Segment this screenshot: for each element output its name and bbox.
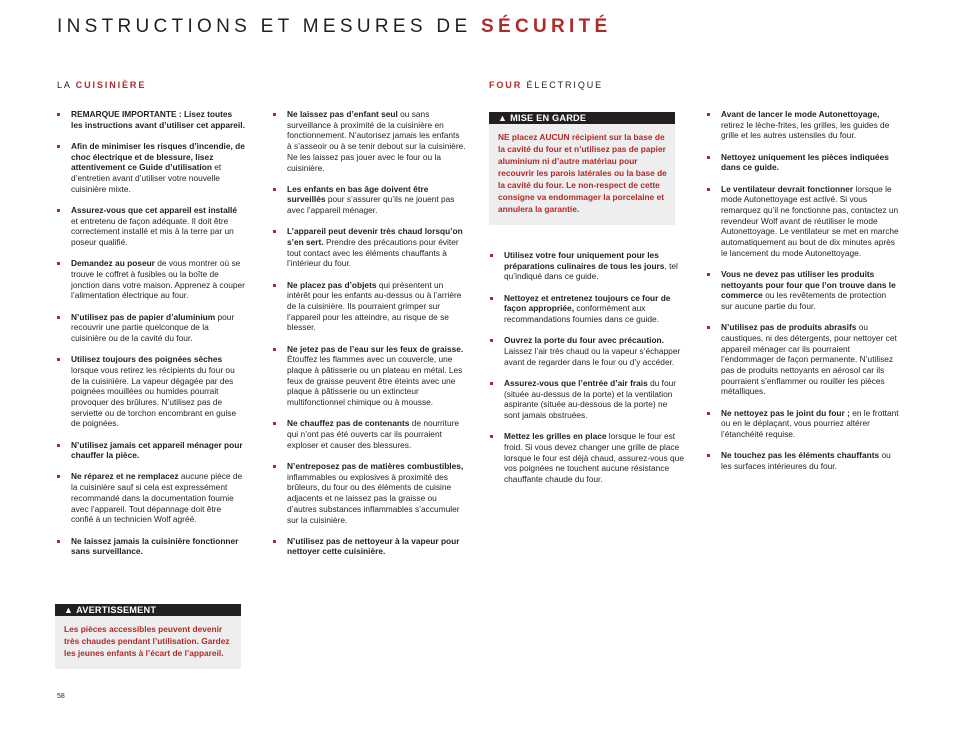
item-bold: Ne laissez jamais la cuisinière fonctionner sans surveillance. (71, 535, 239, 557)
list-item (490, 431, 684, 485)
bullet-icon (707, 156, 710, 159)
item-bold: REMARQUE IMPORTANTE : Lisez toutes les instructions avant d’utiliser cet appareil. (71, 109, 245, 130)
list-item (273, 226, 466, 269)
list-item (707, 109, 900, 141)
item-bold: Demandez au poseur (71, 258, 155, 269)
list-item (57, 141, 245, 195)
list-item (57, 205, 245, 248)
bullet-icon (490, 254, 493, 257)
column-1 (57, 109, 245, 567)
item-bold: Ne nettoyez pas le joint du four ; (721, 407, 850, 418)
list-item (57, 312, 245, 344)
item-text: Laissez l’air très chaud ou la vapeur s’échapper avant de regarder dans le four ou d’y accéder. (504, 345, 681, 367)
list-item (707, 184, 900, 259)
bullet-icon (707, 412, 710, 415)
title-prefix: INSTRUCTIONS ET MESURES DE (57, 16, 472, 37)
bullet-icon (273, 284, 276, 287)
item-bold: Ne réparez et ne remplacez (71, 471, 179, 482)
bullet-icon (273, 188, 276, 191)
list-item (273, 536, 466, 557)
list-item (273, 461, 466, 525)
bullet-icon (57, 444, 60, 447)
item-bold: Utilisez toujours des poignées sèches (71, 354, 223, 365)
warning-title: MISE EN GARDE (510, 113, 587, 123)
section-suffix: ÉLECTRIQUE (526, 80, 604, 90)
safety-list (707, 109, 900, 472)
item-bold: Ne touchez pas les éléments chauffants (721, 450, 880, 461)
bullet-icon (273, 113, 276, 116)
list-item (707, 450, 900, 471)
list-item (490, 250, 684, 282)
item-bold: N’utilisez pas de nettoyeur à la vapeur pour nettoyer cette cuisinière. (287, 535, 460, 557)
bullet-icon (57, 540, 60, 543)
warning-text: NE placez AUCUN récipient sur la base de la cavité du four et n’utilisez pas de papier aluminium ni d’autre matériau pour recouvrir les parois latérales ou la base de la cavité du four. Le non-respect de cette consigne va endommager la porcelaine et annulera la garantie. (498, 132, 667, 214)
list-item (707, 152, 900, 173)
list-item (490, 335, 684, 367)
item-bold: Afin de minimiser les risques d’incendie, de choc électrique et de blessure, lisez attentivement ce Guide d’utilisation (71, 140, 245, 173)
item-text: Prendre des précautions pour éviter tout contact avec les éléments chauffants à l’intérieur du four. (287, 237, 459, 269)
item-bold: Ne laissez pas d’enfant seul (287, 109, 398, 119)
list-item (273, 418, 466, 450)
item-bold: Ne placez pas d’objets (287, 279, 377, 290)
list-item (57, 471, 245, 525)
item-text: de vous montrer où se trouve le coffret à fusibles ou la boîte de jonction dans votre maison. Apprenez à couper l’alimentation électrique au four. (71, 258, 245, 301)
item-bold: Assurez-vous que cet appareil est installé (71, 204, 238, 215)
item-text: ou sans surveillance à proximité de la cuisinière en fonctionnement. N’autorisez jamais les enfants à s’asseoir ou à se tenir debout sur la cuisinière. Ne les laissez pas jouer avec le four ou la cuisinière. (287, 109, 466, 173)
section-accent: CUISINIÈRE (75, 80, 147, 90)
list-item (273, 109, 466, 173)
bullet-icon (273, 465, 276, 468)
item-bold: Ne jetez pas de l’eau sur les feux de graisse. (287, 343, 464, 354)
item-text: pour s’assurer qu’ils ne jouent pas avec l’appareil ménager. (287, 194, 455, 216)
list-item (707, 322, 900, 397)
bullet-icon (707, 326, 710, 329)
item-bold: Assurez-vous que l’entrée d’air frais (504, 377, 648, 388)
list-item (57, 354, 245, 429)
item-text: et d’entretien avant d’utiliser votre nouvelle cuisinière mixte. (71, 162, 222, 194)
item-bold: N’utilisez pas de papier d’aluminium (71, 311, 216, 322)
item-text: en le frottant ou en le déplaçant, vous pourriez altérer l’étanchéité requise. (721, 407, 899, 440)
item-text: lorsque le mode Autonettoyage est activé. Si vous remarquez qu’il ne fonctionne pas, contactez un revendeur Wolf avant de réutiliser le mode Autonettoyage. Le ventilateur se met en marche automatiquement au bout de dix minutes après le lancement du mode Autonettoyage. (721, 183, 899, 258)
section-heading-four (489, 80, 603, 90)
item-bold: Nettoyez uniquement les pièces indiquées dans ce guide. (721, 151, 889, 173)
bullet-icon (57, 475, 60, 478)
list-item (707, 269, 900, 312)
item-text: de nourriture qui n’ont pas été ouverts car ils pourraient exploser et causer des blessures. (287, 418, 460, 450)
warning-box-mise-en-garde (489, 112, 675, 225)
item-text: ou les revêtements de protection sur aucune partie du four. (721, 290, 887, 312)
list-item (490, 378, 684, 421)
list-item (490, 293, 684, 325)
section-accent: FOUR (489, 80, 523, 90)
bullet-icon (273, 540, 276, 543)
item-text: du four (située au-dessus de la porte) et la ventilation aspirante (située au-dessous de la porte) ne sont jamais obstruées. (504, 377, 677, 420)
page-title (57, 16, 612, 38)
list-item (57, 109, 245, 130)
item-bold: N’utilisez pas de produits abrasifs (721, 322, 857, 333)
bullet-icon (490, 297, 493, 300)
item-bold: Utilisez votre four uniquement pour les préparations culinaires de tous les jours (504, 250, 665, 271)
warning-triangle-icon: ▲ (64, 605, 74, 615)
section-heading-cuisiniere (57, 80, 146, 90)
bullet-icon (57, 209, 60, 212)
item-text: ou les surfaces intérieures du four. (721, 450, 891, 471)
warning-header (489, 112, 675, 124)
item-bold: Avant de lancer le mode Autonettoyage, (721, 109, 880, 119)
warning-title: AVERTISSEMENT (76, 605, 157, 615)
item-text: et entretenu de façon adéquate. Il doit être correctement installé et mis à la terre par un poseur qualifié. (71, 215, 234, 248)
item-text: Étouffez les flammes avec un couvercle, une plaque à pâtisserie ou un plateau en métal. Les feux de graisse peuvent être éteints avec une plaque à pâtisserie ou un extincteur multifonctionnel chimique ou à mousse. (287, 354, 463, 408)
warning-triangle-icon: ▲ (498, 113, 508, 123)
list-item (57, 536, 245, 557)
bullet-icon (273, 348, 276, 351)
safety-list (273, 109, 466, 557)
item-bold: Les enfants en bas âge doivent être surveillés (287, 183, 429, 205)
bullet-icon (57, 113, 60, 116)
bullet-icon (57, 358, 60, 361)
item-bold: Mettez les grilles en place (504, 431, 607, 442)
item-text: pour recouvrir une partie quelconque de la cuisinière ou de la cavité du four. (71, 311, 235, 343)
list-item (273, 344, 466, 408)
item-bold: Ouvrez la porte du four avec précaution. (504, 335, 664, 346)
column-2 (273, 109, 466, 568)
bullet-icon (490, 339, 493, 342)
warning-box-avertissement (55, 604, 241, 669)
item-bold: Ne chauffez pas de contenants (287, 418, 410, 429)
bullet-icon (273, 230, 276, 233)
bullet-icon (57, 145, 60, 148)
item-text: conformément aux recommandations fournies dans ce guide. (504, 303, 659, 325)
bullet-icon (57, 262, 60, 265)
list-item (57, 440, 245, 461)
list-item (273, 280, 466, 334)
item-bold: N’entreposez pas de matières combustibles, (287, 460, 464, 471)
item-text: aucune pièce de la cuisinière sauf si cela est expressément recommandé dans la documentation fournie avec l’appareil. Tout dépannage doit être confié à un technicien Wolf agréé. (71, 471, 243, 525)
item-bold: N’utilisez jamais cet appareil ménager pour chauffer la pièce. (71, 439, 243, 461)
bullet-icon (490, 382, 493, 385)
safety-list (57, 109, 245, 557)
bullet-icon (707, 113, 710, 116)
page-number: 58 (57, 693, 65, 700)
item-bold: Vous ne devez pas utiliser les produits nettoyants pour four que l’on trouve dans le commerce (721, 268, 896, 301)
item-text: qui présentent un intérêt pour les enfants au-dessus ou à l’arrière de la cuisinière. Ils pourraient grimper sur l’appareil pour les atteindre, au risque de se blesser. (287, 279, 462, 333)
list-item (57, 258, 245, 301)
item-text: lorsque vous retirez les récipients du four ou de la cuisinière. La vapeur dégagée par des poignées mouillées ou humides pourrait provoquer des brûlures. N’utilisez pas de serviette ou de torchon encombrant en guise de poignées. (71, 364, 237, 429)
bullet-icon (707, 454, 710, 457)
warning-header (55, 604, 241, 616)
bullet-icon (707, 273, 710, 276)
bullet-icon (273, 422, 276, 425)
list-item (707, 408, 900, 440)
list-item (273, 184, 466, 216)
item-bold: L’appareil peut devenir très chaud lorsqu’on s’en sert. (287, 226, 463, 248)
bullet-icon (57, 316, 60, 319)
column-4 (707, 109, 900, 482)
item-text: ou caustiques, ni des détergents, pour nettoyer cet appareil ménager car ils pourraient l’endommager de façon permanente. N’utilisez pas de produits nettoyants en aérosol car ils pourraient s’enflammer ou rouiller les pièces métalliques. (721, 322, 897, 397)
bullet-icon (707, 188, 710, 191)
item-text: lorsque le four est froid. Si vous devez changer une grille de place lorsque le four est déjà chaud, assurez-vous que vos poignées ne touchent aucune résistance chauffante chaude du four. (504, 431, 684, 484)
item-text: , tel qu’indiqué dans ce guide. (504, 260, 678, 282)
item-bold: Nettoyez et entretenez toujours ce four de façon appropriée, (504, 292, 671, 314)
item-text: retirez le lèche-frites, les grilles, les guides de grille et les autres ustensiles du four. (721, 119, 890, 141)
warning-text: Les pièces accessibles peuvent devenir très chaudes pendant l’utilisation. Gardez les jeunes enfants à l’écart de l’appareil. (64, 624, 230, 658)
item-text: inflammables ou explosives à proximité des brûleurs, du four ou des éléments de cuisine adjacents et ne laissez pas la graisse ou d’autres substances inflammables s’accumuler sur la cuisinière. (287, 471, 460, 525)
title-accent: SÉCURITÉ (481, 16, 612, 37)
column-3 (490, 250, 684, 495)
section-prefix: LA (57, 80, 72, 90)
item-bold: Le ventilateur devrait fonctionner (721, 183, 854, 194)
safety-list (490, 250, 684, 485)
bullet-icon (490, 435, 493, 438)
